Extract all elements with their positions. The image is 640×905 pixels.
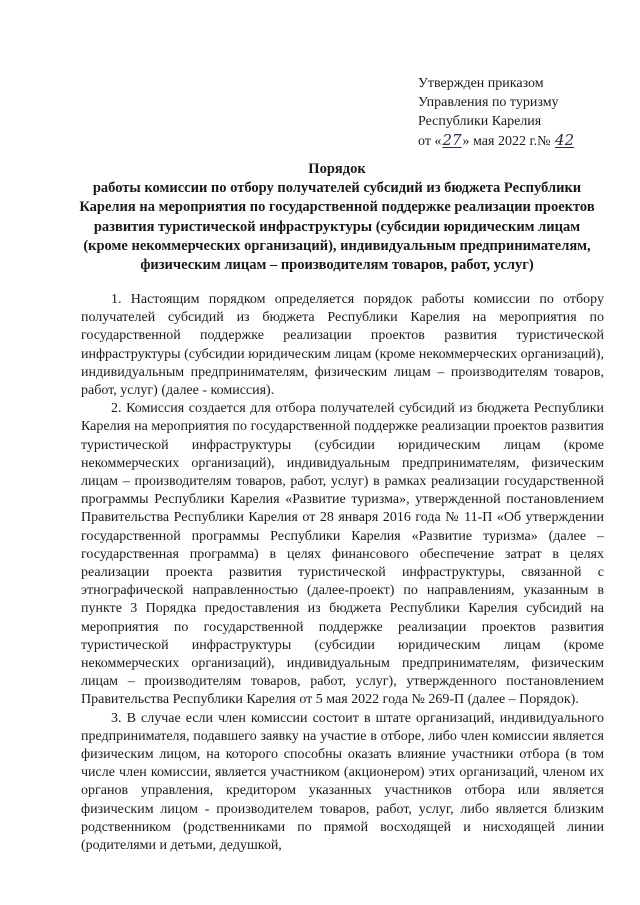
- paragraph-3: 3. В случае если член комиссии состоит в штате организаций, индивидуального предпринимателя, подавшего заявку на участие в отборе, либо член комиссии является физическим лицом, на которого способны оказать влияние участники отбора (в том числе член комиссии, является участником (акционером) этих организаций, членом их органов управления, кредитором указанных участников отбора или является физическим лицом - производителем товаров, работ, услуг, либо является близким родственником (родственниками по прямой восходящей и нисходящей линии (родителями и детьми, дедушкой,: [81, 710, 604, 854]
- approval-line-3: Республики Карелия: [418, 114, 542, 129]
- document-title: [72, 160, 602, 275]
- document-body: [81, 291, 604, 855]
- date-middle: » мая 2022 г.№: [462, 134, 551, 149]
- paragraph-2: 2. Комиссия создается для отбора получателей субсидий из бюджета Республики Карелия на мероприятия по государственной поддержке реализации проектов развития туристической инфраструктуры (субсидии юридическим лицам (кроме некоммерческих организаций), индивидуальным предпринимателям, физическим лицам – производителям товаров, работ, услуг) в рамках реализации государственной программы Республики Карелия «Развитие туризма», утвержденной постановлением Правительства Республики Карелия от 28 января 2016 года № 11-П «Об утверждении государственной программы Республики Карелия «Развитие туризма» (далее – государственная программа) в целях финансового обеспечение затрат в целях реализации проекта развития туристической инфраструктуры, связанной с этнографической направленностью (далее-проект) по направлениям, указанным в пункте 3 Порядка предоставления из бюджета Республики Карелия субсидий на мероприятия по государственной поддержке реализации проектов развития туристической инфраструктуры (субсидии юридическим лицам (кроме некоммерческих организаций), индивидуальным предпринимателям, физическим лицам – производителям товаров, работ, услуг), утвержденного постановлением Правительства Республики Карелия от 5 мая 2022 года № 269-П (далее – Порядок).: [81, 401, 604, 708]
- paragraph-1: 1. Настоящим порядком определяется порядок работы комиссии по отбору получателей субсидий из бюджета Республики Карелия на мероприятия по государственной поддержке реализации проектов развития туристической инфраструктуры (субсидии юридическим лицам (кроме некоммерческих организаций), индивидуальным предпринимателям, физическим лицам – производителям товаров, работ, услуг) (далее - комиссия).: [81, 292, 604, 399]
- approval-line-1: Утвержден приказом: [418, 76, 544, 91]
- approval-stamp: [418, 74, 628, 151]
- date-prefix: от «: [418, 134, 442, 149]
- title-subtitle: работы комиссии по отбору получателей субсидий из бюджета Республики Карелия на мероприятия по государственной поддержке реализации проектов развития туристической инфраструктуры (субсидии юридическим лицам (кроме некоммерческих организаций), индивидуальным предпринимателям, физическим лицам – производителям товаров, работ, услуг): [79, 180, 595, 274]
- handwritten-day: 27: [442, 131, 462, 149]
- title-heading: Порядок: [308, 161, 366, 177]
- approval-line-2: Управления по туризму: [418, 95, 559, 110]
- approval-date-line: [418, 131, 628, 151]
- handwritten-number: 42: [554, 131, 575, 149]
